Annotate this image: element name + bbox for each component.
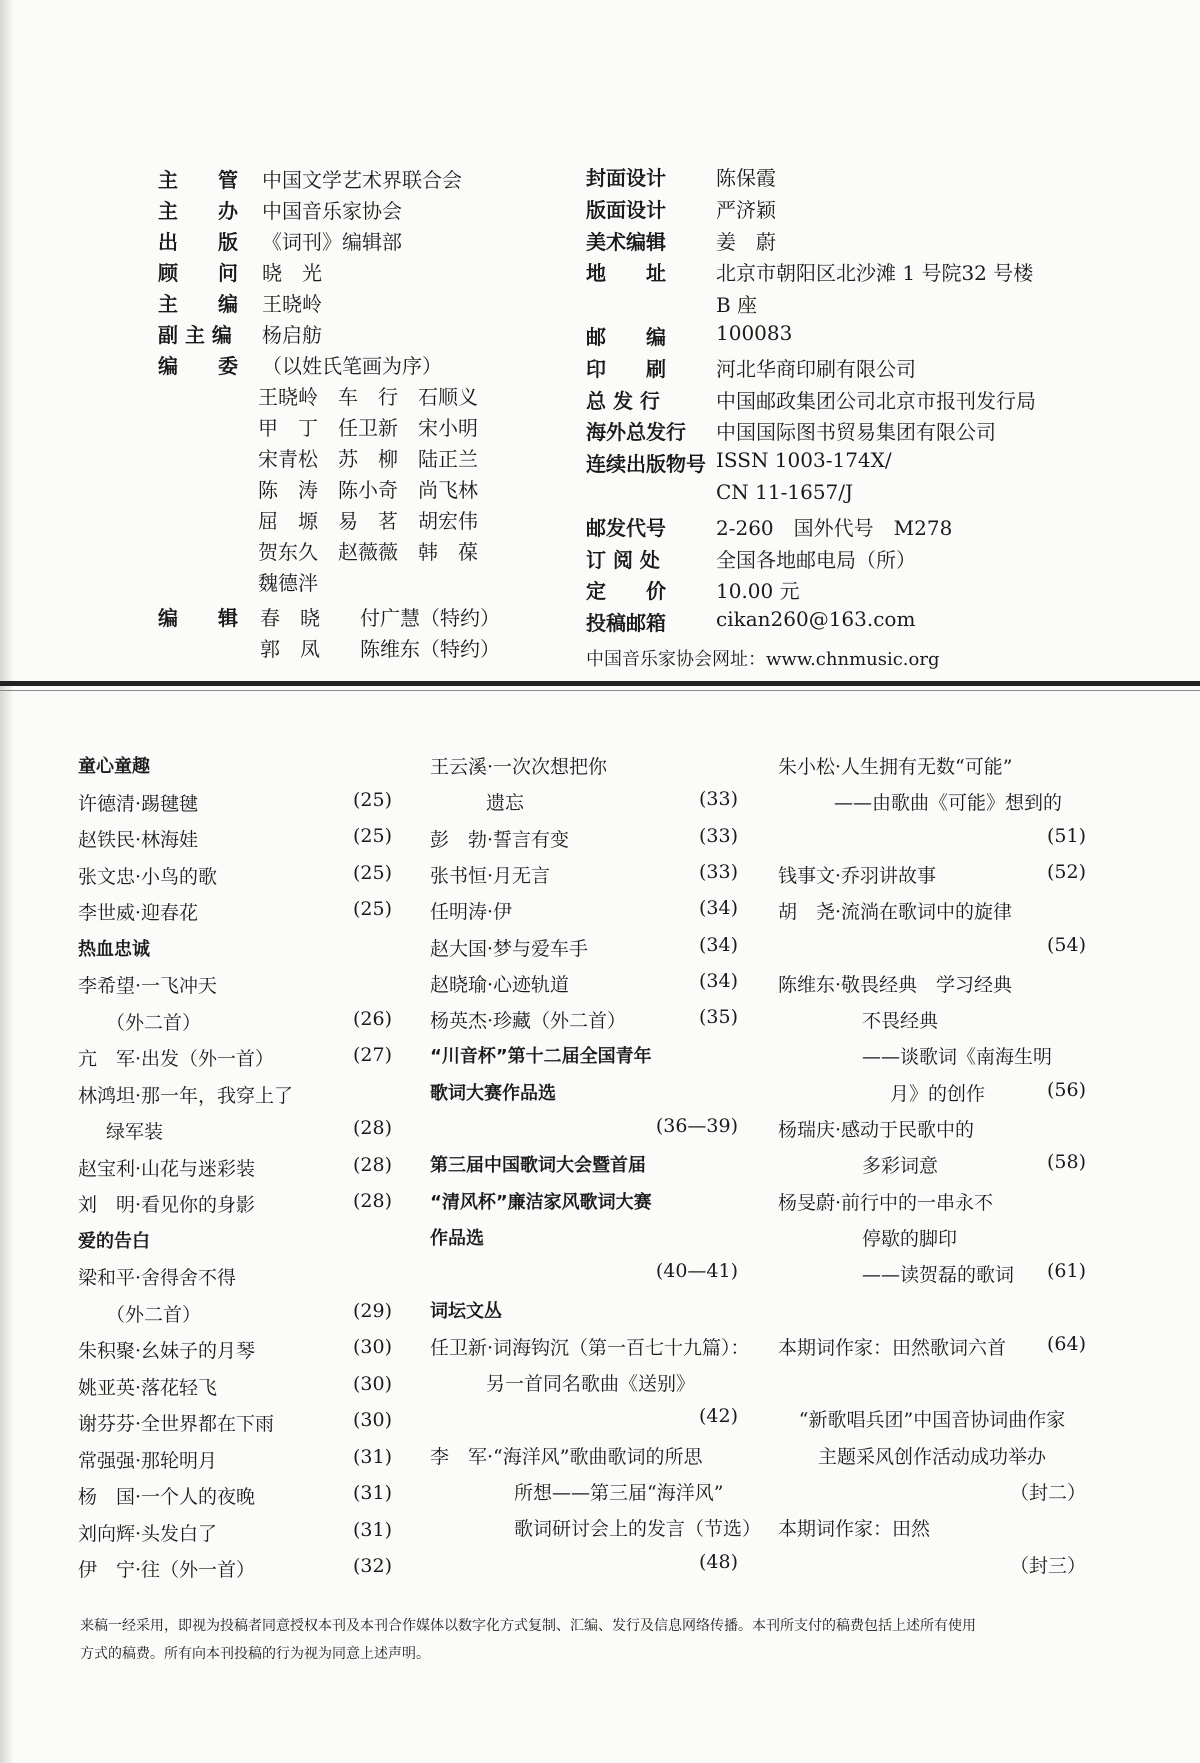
page-number: (30)	[352, 1336, 392, 1358]
committee-row: 魏德泮	[258, 571, 318, 595]
toc-entry: ——由歌曲《可能》想到的	[834, 792, 1063, 815]
masthead-label: 总 发 行	[586, 388, 660, 413]
toc-entry: 主题采风创作活动成功举办	[817, 1445, 1046, 1468]
masthead-value: 中国音乐家协会	[262, 199, 402, 223]
footer-line: 方式的稿费。所有向本刊投稿的行为视为同意上述声明。	[80, 1646, 430, 1662]
toc-entry: 朱积聚·幺妹子的月琴	[78, 1340, 256, 1362]
toc-entry: 张书恒·月无言	[430, 864, 551, 887]
masthead-label: 连续出版物号	[586, 452, 706, 477]
page-number: (32)	[352, 1555, 392, 1577]
page-number: (54)	[1046, 933, 1086, 956]
page-number: (34)	[698, 969, 738, 992]
toc-entry: 李世威·迎春花	[78, 902, 199, 924]
page-number: (25)	[352, 825, 392, 847]
toc-entry: 歌词研讨会上的发言（节选）	[514, 1518, 762, 1541]
copyright-notice	[80, 1612, 976, 1668]
masthead-value: 中国国际图书贸易集团有限公司	[716, 420, 996, 445]
page-number: (36—39)	[655, 1115, 738, 1137]
masthead-value: 100083	[716, 321, 793, 345]
toc-entry: （外二首）	[106, 1011, 202, 1034]
page-number: (42)	[698, 1405, 738, 1428]
toc-entry: 林鸿坦·那一年，我穿上了	[78, 1084, 294, 1107]
page-number: (29)	[352, 1299, 392, 1322]
toc-entry: 刘向辉·头发白了	[78, 1522, 218, 1545]
masthead-label: 订 阅 处	[586, 547, 660, 572]
page-number: (25)	[352, 861, 392, 884]
masthead-label: 定 价	[586, 579, 666, 604]
masthead-value: 全国各地邮电局（所）	[716, 547, 916, 572]
masthead-value: 王晓岭	[262, 292, 322, 316]
masthead-label: 副 主 编	[158, 323, 232, 347]
masthead-value: 陈保霞	[716, 166, 776, 190]
toc-entry: 月》的创作	[890, 1082, 986, 1105]
masthead-label: 版面设计	[586, 197, 666, 222]
masthead-value: cikan260@163.com	[716, 607, 916, 632]
toc-entry: 王云溪·一次次想把你	[430, 756, 608, 778]
page-number: (34)	[698, 933, 738, 956]
committee-row: 贺东久 赵薇薇 韩 葆	[258, 540, 478, 564]
section-heading: 童心童趣	[78, 756, 150, 777]
toc-entry: 谢芬芬·全世界都在下雨	[78, 1413, 275, 1435]
toc-entry: 朱小松·人生拥有无数“可能”	[778, 756, 1013, 778]
page-number: (25)	[352, 788, 392, 811]
page-number: (56)	[1046, 1078, 1086, 1101]
page-number: (31)	[352, 1445, 392, 1468]
page-number: (40—41)	[655, 1260, 738, 1283]
toc-entry: 伊 宁·往（外一首）	[78, 1559, 256, 1581]
committee-row: 宋青松 苏 柳 陆正兰	[258, 447, 478, 471]
masthead-value: 河北华商印刷有限公司	[716, 356, 916, 381]
section-heading: 热血忠诚	[78, 938, 150, 960]
page-number: (28)	[352, 1190, 392, 1212]
committee-row: 甲 丁 任卫新 宋小明	[258, 416, 478, 440]
masthead-label: 印 刷	[586, 356, 666, 381]
page-number: (51)	[1046, 824, 1086, 847]
toc-entry: ——读贺磊的歌词	[862, 1264, 1015, 1287]
toc-entry: 本期词作家：田然歌词六首	[778, 1336, 1007, 1359]
page-number: (26)	[352, 1007, 392, 1030]
toc-entry: 任明涛·伊	[430, 901, 513, 924]
section-divider-thin	[0, 690, 1200, 691]
masthead-value: B 座	[716, 293, 758, 318]
masthead-label: 美术编辑	[586, 229, 666, 254]
masthead-label: 主 管	[158, 168, 238, 192]
section-heading: 第三届中国歌词大会暨首届	[430, 1155, 646, 1177]
toc-entry: 彭 勃·誓言有变	[430, 828, 570, 851]
toc-entry: 遗忘	[486, 792, 525, 815]
page-number: （封三）	[1009, 1554, 1086, 1577]
masthead-value: ISSN 1003-174X/	[716, 448, 892, 473]
masthead-value: 姜 蔚	[716, 229, 776, 254]
toc-entry: 钱事文·乔羽讲故事	[778, 864, 937, 887]
masthead-value: 晓 光	[262, 261, 322, 285]
masthead-value: 中国文学艺术界联合会	[262, 168, 462, 192]
page-number: (33)	[698, 824, 738, 847]
toc-entry: 多彩词意	[862, 1155, 939, 1178]
website: 中国音乐家协会网址：www.chnmusic.org	[586, 649, 940, 670]
masthead-label: 邮 编	[586, 325, 666, 349]
page-number: (31)	[352, 1482, 392, 1504]
page-number: （封二）	[1009, 1482, 1086, 1504]
toc-entry: 陈维东·敬畏经典 学习经典	[778, 973, 1013, 996]
page-number: (30)	[352, 1409, 392, 1431]
toc-entry: 杨瑞庆·感动于民歌中的	[778, 1119, 975, 1141]
toc-entry: 姚亚英·落花轻飞	[78, 1376, 218, 1399]
masthead-label: 投稿邮箱	[586, 611, 666, 636]
masthead-value: （以姓氏笔画为序）	[262, 354, 442, 378]
toc-entry: 赵晓瑜·心迹轨道	[430, 973, 570, 996]
toc-entry: “新歌唱兵团”中国音协词曲作家	[798, 1409, 1066, 1432]
toc-entry: 本期词作家：田然	[778, 1518, 931, 1541]
masthead-label: 编 委	[158, 354, 238, 378]
page-number: (30)	[352, 1372, 392, 1395]
toc-entry: 任卫新·词海钩沉（第一百七十九篇）：	[430, 1336, 750, 1359]
toc-entry: 胡 尧·流淌在歌词中的旋律	[778, 901, 1013, 924]
page-number: (28)	[352, 1117, 392, 1139]
masthead-value: 北京市朝阳区北沙滩 1 号院32 号楼	[716, 261, 1034, 286]
masthead-label: 主 办	[158, 199, 238, 223]
toc-entry: 梁和平·舍得舍不得	[78, 1267, 237, 1289]
toc-entry: 赵铁民·林海娃	[78, 829, 199, 851]
page-number: (64)	[1046, 1332, 1086, 1355]
committee-row: 陈 涛 陈小奇 尚飞林	[258, 478, 478, 502]
toc-entry: 杨英杰·珍藏（外二首）	[430, 1010, 627, 1033]
toc-entry: 杨旻蔚·前行中的一串永不	[778, 1191, 994, 1214]
masthead-label: 地 址	[586, 261, 666, 286]
toc-entry: 另一首同名歌曲《送别》	[486, 1373, 696, 1396]
toc-entry: 李 军·“海洋风”歌曲歌词的所思	[430, 1445, 703, 1468]
section-heading: “川音杯”第十二届全国青年	[430, 1046, 652, 1068]
toc-entry: 许德清·踢毽毽	[78, 792, 199, 815]
page-number: (58)	[1046, 1151, 1086, 1174]
masthead-label: 顾 问	[158, 261, 238, 285]
editor-row: 春 晓 付广慧（特约）	[260, 606, 500, 630]
page-edge-shadow	[0, 0, 14, 1763]
masthead-label: 主 编	[158, 292, 238, 316]
page-number: (48)	[698, 1550, 738, 1573]
masthead-value: 2-260 国外代号 M278	[716, 515, 953, 540]
toc-entry: 刘 明·看见你的身影	[78, 1194, 256, 1216]
page-number: (61)	[1046, 1260, 1086, 1283]
masthead-label: 出 版	[158, 230, 238, 254]
section-heading: 作品选	[430, 1227, 484, 1249]
toc-entry: 停歇的脚印	[862, 1227, 958, 1250]
page-number: (27)	[352, 1044, 392, 1066]
toc-entry: （外二首）	[106, 1303, 202, 1326]
toc-entry: 绿军装	[106, 1121, 164, 1143]
page-number: (35)	[698, 1006, 738, 1029]
section-heading: “清风杯”廉洁家风歌词大赛	[430, 1191, 652, 1213]
masthead-label: 封面设计	[586, 166, 666, 190]
page-number: (33)	[698, 788, 738, 811]
masthead-label: 编 辑	[158, 606, 238, 630]
toc-entry: 不畏经典	[862, 1010, 939, 1033]
section-divider	[0, 681, 1200, 686]
page-number: (25)	[352, 898, 392, 920]
section-heading: 词坛文丛	[430, 1300, 502, 1322]
toc-entry: 所想——第三届“海洋风”	[514, 1482, 724, 1504]
committee-row: 屈 塬 易 茗 胡宏伟	[258, 509, 478, 533]
committee-row: 王晓岭 车 行 石顺义	[258, 385, 478, 409]
toc-entry: ——谈歌词《南海生明	[862, 1046, 1053, 1069]
masthead-value: 10.00 元	[716, 579, 800, 604]
page-number: (34)	[698, 897, 738, 920]
page-number: (31)	[352, 1518, 392, 1541]
page-number: (52)	[1046, 860, 1086, 883]
toc-entry: 赵宝利·山花与迷彩装	[78, 1157, 256, 1180]
toc-entry: 亢 军·出发（外一首）	[78, 1048, 275, 1070]
section-heading: 爱的告白	[78, 1230, 150, 1252]
page-number: (33)	[698, 860, 738, 883]
editor-row: 郭 凤 陈维东（特约）	[260, 637, 500, 661]
footer-line: 来稿一经采用，即视为投稿者同意授权本刊及本刊合作媒体以数字化方式复制、汇编、发行及信息网络传播。本刊所支付的稿费包括上述所有使用	[80, 1618, 976, 1634]
section-heading: 歌词大赛作品选	[430, 1082, 556, 1104]
masthead-value: CN 11-1657/J	[716, 480, 854, 504]
masthead-value: 杨启舫	[262, 323, 322, 347]
toc-entry: 张文忠·小鸟的歌	[78, 865, 218, 888]
masthead-value: 《词刊》编辑部	[262, 230, 402, 254]
toc-entry: 李希望·一飞冲天	[78, 975, 218, 997]
page-number: (28)	[352, 1153, 392, 1176]
toc-entry: 常强强·那轮明月	[78, 1449, 218, 1472]
toc-entry: 杨 国·一个人的夜晚	[78, 1486, 256, 1508]
masthead-value: 中国邮政集团公司北京市报刊发行局	[716, 388, 1036, 413]
masthead-label: 海外总发行	[586, 420, 686, 445]
masthead-label: 邮发代号	[586, 515, 666, 540]
masthead-value: 严济颖	[716, 197, 776, 222]
toc-entry: 赵大国·梦与爱车手	[430, 937, 589, 960]
